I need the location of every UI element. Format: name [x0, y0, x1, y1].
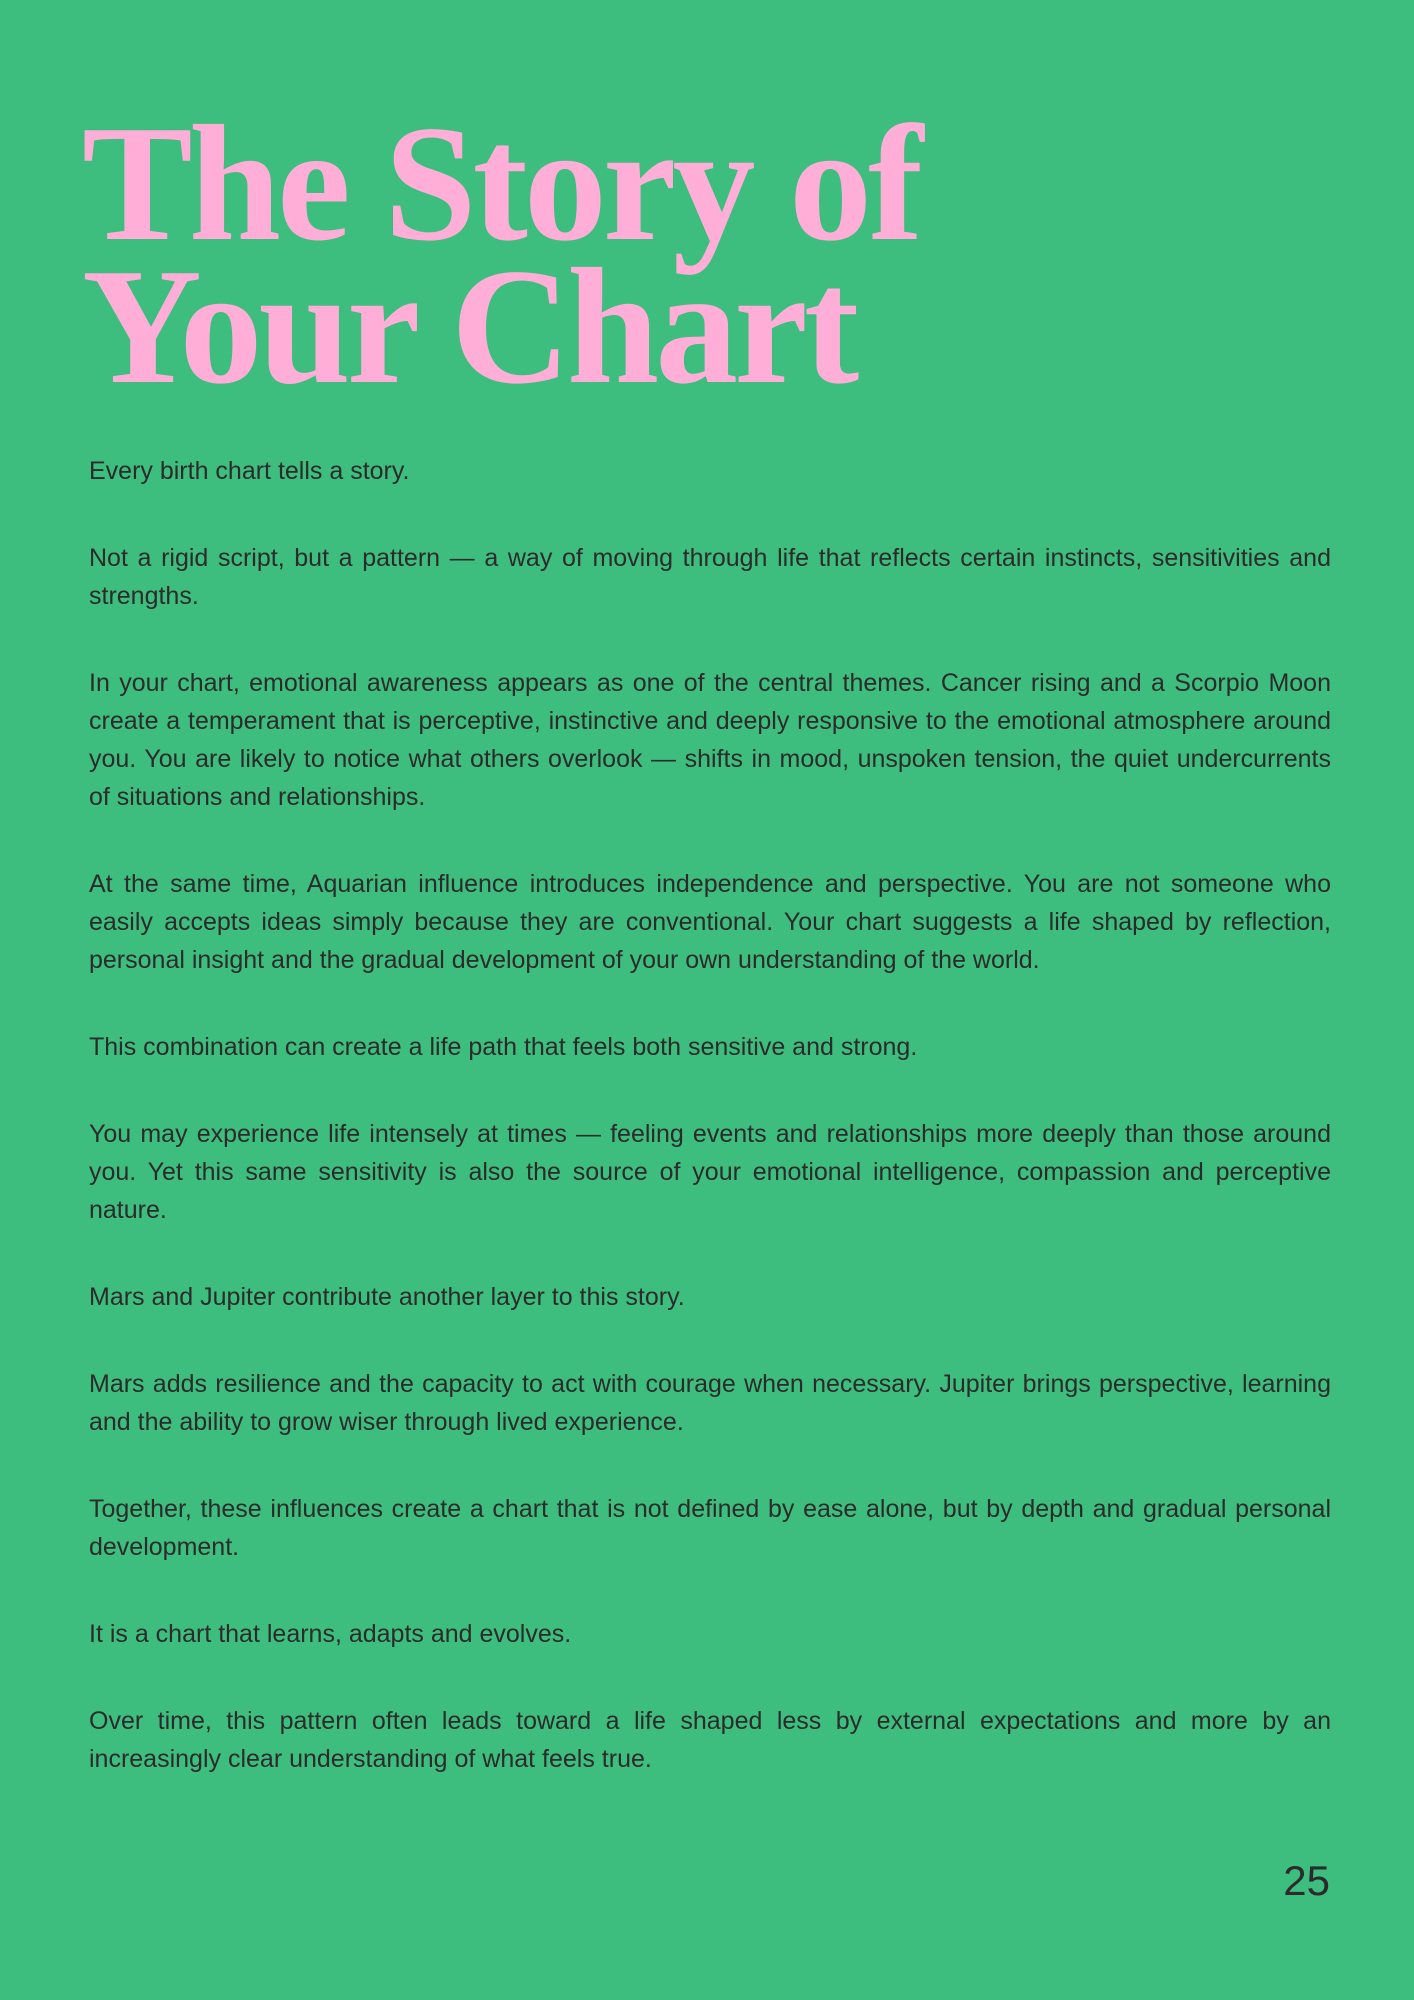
- paragraph: You may experience life intensely at times — feeling events and relationships more deeply than those around you. Yet this same sensitivity is also the source of your emotional intelligence, compassion and perceptive nature.: [89, 1120, 1331, 1224]
- title-line-1: The Story of: [82, 91, 920, 275]
- paragraph: This combination can create a life path that feels both sensitive and strong.: [89, 1033, 918, 1061]
- paragraph: Not a rigid script, but a pattern — a way of moving through life that reflects certain instincts, sensitivities and strengths.: [89, 544, 1331, 610]
- paragraph: Mars adds resilience and the capacity to act with courage when necessary. Jupiter brings perspective, learning and the ability to grow wiser through lived experience.: [89, 1370, 1331, 1436]
- paragraph: Together, these influences create a chart that is not defined by ease alone, but by depth and gradual personal development.: [89, 1495, 1331, 1561]
- paragraph: Mars and Jupiter contribute another layer to this story.: [89, 1283, 685, 1311]
- title-line-2: Your Chart: [82, 234, 856, 418]
- paragraph: It is a chart that learns, adapts and evolves.: [89, 1620, 572, 1648]
- page-title: [82, 91, 920, 418]
- paragraph: Over time, this pattern often leads toward a life shaped less by external expectations and more by an increasingly clear understanding of what feels true.: [89, 1707, 1331, 1773]
- paragraph: In your chart, emotional awareness appears as one of the central themes. Cancer rising and a Scorpio Moon create a temperament that is perceptive, instinctive and deeply responsive to the emotional atmosphere around you. You are likely to notice what others overlook — shifts in mood, unspoken tension, the quiet undercurrents of situations and relationships.: [89, 669, 1331, 811]
- page-number: 25: [1283, 1857, 1330, 1904]
- paragraph: At the same time, Aquarian influence introduces independence and perspective. You are not someone who easily accepts ideas simply because they are conventional. Your chart suggests a life shaped by reflection, personal insight and the gradual development of your own understanding of the world.: [89, 870, 1331, 974]
- body-text: [89, 452, 1331, 1827]
- paragraph: Every birth chart tells a story.: [89, 457, 410, 485]
